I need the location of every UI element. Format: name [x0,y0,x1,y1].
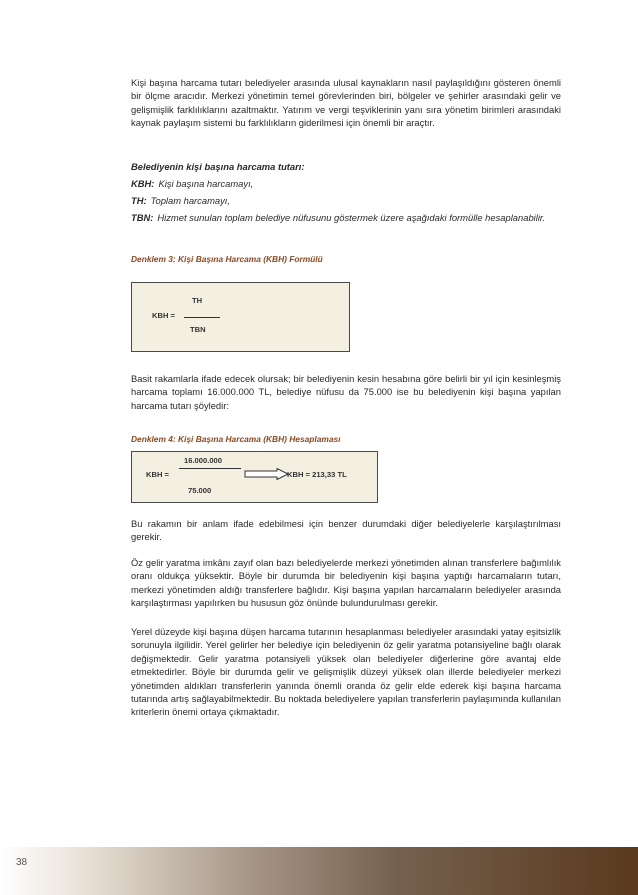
local-level-paragraph [131,625,561,719]
meaning-text: Bu rakamın bir anlam ifade edebilmesi için benzer durumdaki diğer belediyelerle karşılaştırılması gerekir. [131,518,561,543]
equation-3-denominator: TBN [190,325,206,334]
equation-3-box [131,282,350,352]
page-number: 38 [16,857,28,868]
definition-th [131,194,561,207]
meaning-paragraph [131,517,561,544]
definition-text: Kişi başına harcamayı, [158,178,254,190]
equation-4-fraction-bar [179,468,241,469]
definition-term: KBH: [131,178,155,190]
arrow-right-icon [244,468,290,480]
definition-term: TBN: [131,212,154,224]
local-level-text: Yerel düzeyde kişi başına düşen harcama tutarının hesaplanması belediyeler arasındaki yatay eşitsizlik sorunuyla ilgilidir. Yerel gelirler her belediye için belediyenin öz gelir yaratma potansiyeline bağlı olarak değişmektedir. Gelir yaratma potansiyeli yüksek olan belediyeler diğerlerine göre avantaj elde etmektedirler. Böyle bir durumda gelir ve gelişmişlik düzeyi yüksek olan illerde belediyeler merkezi yönetimden aldıkları transferlerin yanında önemli oranda öz gelir elde ederek kişi başına harcama tutarında artış sağlayabilmektedir. Bu noktada belediyelere yapılan transferlerin paylaşımında kullanılan kriterlerin önemi ortaya çıkmaktadır. [131,626,561,718]
intro-paragraph [131,76,561,130]
definition-tbn [131,211,561,224]
equation-4-lhs: KBH = [146,470,169,479]
definition-kbh [131,177,561,190]
simple-example-paragraph [131,372,561,412]
equation-3-title: Denklem 3: Kişi Başına Harcama (KBH) Formülü [131,254,323,264]
equation-4-title: Denklem 4: Kişi Başına Harcama (KBH) Hesaplaması [131,434,341,444]
definitions-block [131,160,561,228]
dependency-text: Öz gelir yaratma imkânı zayıf olan bazı belediyelerde merkezi yönetimden alınan transferlere bağımlılık oranı oldukça yüksektir. Böyle bir durumda bir belediyenin kişi başına yaptığı harcamaların tutarı, merkezi yönetimden aldığı transferlere bağlıdır. Kişi başına yapılan harcamaların belediyeler arasında karşılaştırması yapılırken bu hususun göz önünde bulundurulması gerekir. [131,557,561,609]
definitions-heading: Belediyenin kişi başına harcama tutarı: [131,161,305,172]
equation-3-lhs: KBH = [152,311,175,320]
equation-3-numerator: TH [192,296,203,305]
equation-3-fraction-bar [184,317,220,318]
definition-text: Hizmet sunulan toplam belediye nüfusunu göstermek üzere aşağıdaki formülle hesaplanabilir. [157,212,546,224]
simple-example-text: Basit rakamlarla ifade edecek olursak; bir belediyenin kesin hesabına göre belirli bir yıl için kesinleşmiş harcama toplamı 16.000.000 TL, belediye nüfusu da 75.000 ise bu belediyenin kişi başına yapılan harcama tutarı şöyledir: [131,373,561,411]
dependency-paragraph [131,556,561,610]
equation-4-box [131,451,378,503]
footer-gradient-band [0,847,638,895]
equation-4-numerator: 16.000.000 [184,456,223,465]
definition-term: TH: [131,195,147,207]
definition-text: Toplam harcamayı, [150,195,230,207]
equation-4-denominator: 75.000 [188,486,212,495]
equation-4-result: KBH = 213,33 TL [287,470,347,479]
intro-text: Kişi başına harcama tutarı belediyeler arasında ulusal kaynakların nasıl paylaşıldığını gösteren önemli bir ölçme aracıdır. Merkezi yönetimin temel görevlerinden biri, bölgeler ve şehirler arasındaki gelir ve gelişmişlik farklılıklarını azaltmaktır. Yatırım ve vergi teşviklerinin yanı sıra yönetim birimleri arasındaki kaynak paylaşım sistemi bu farklılıkların giderilmesi için önemli bir araçtır. [131,77,561,129]
